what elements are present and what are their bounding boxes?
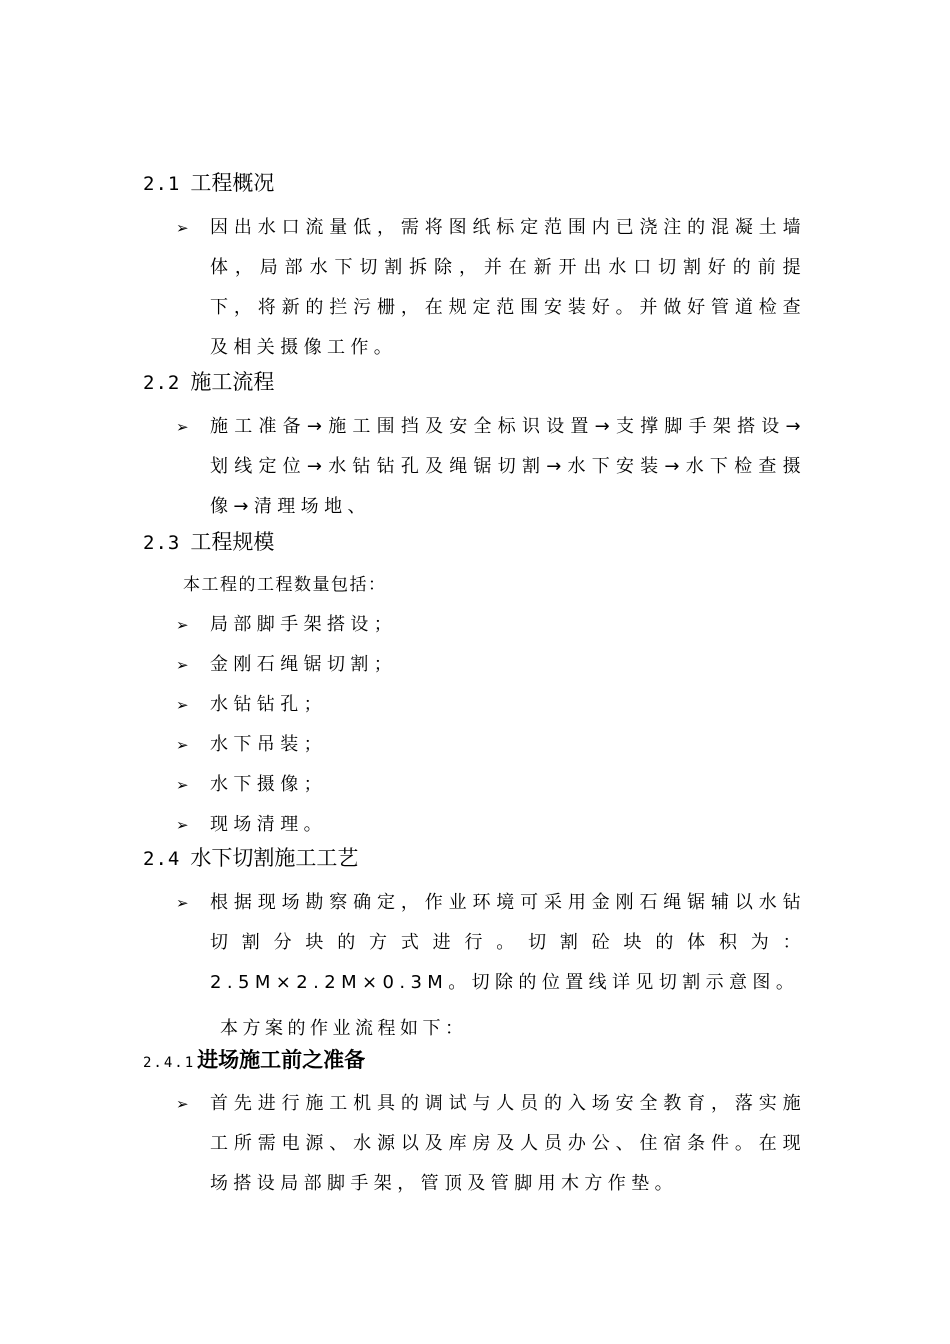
- section-heading-2-4: [143, 848, 358, 869]
- bullet-text: 水下吊装；: [210, 734, 327, 755]
- bullet-text: 水下摄像；: [210, 774, 327, 795]
- list-item: [176, 765, 806, 805]
- section-heading-2-2: [143, 372, 274, 393]
- list-item: [176, 883, 806, 1003]
- paragraph-note: 本方案的作业流程如下：: [220, 1018, 468, 1039]
- section-heading-2-4-1: [143, 1050, 365, 1071]
- list-item: [176, 605, 806, 645]
- bullet-arrow-icon: ➢: [176, 418, 189, 436]
- list-item: [176, 645, 806, 685]
- list-item: [176, 407, 806, 527]
- bullet-arrow-icon: ➢: [176, 736, 189, 754]
- bullet-text: 现场清理。: [210, 814, 327, 835]
- list-item: [176, 1084, 806, 1204]
- bullet-text: 局部脚手架搭设；: [210, 614, 398, 635]
- paragraph-intro: 本工程的工程数量包括：: [183, 575, 387, 595]
- list-item: [176, 805, 806, 845]
- list-item: [176, 685, 806, 725]
- section-title: 工程规模: [190, 530, 275, 554]
- bullet-text: 根据现场勘察确定，作业环境可采用金刚石绳锯辅以水钻切割分块的方式进行。切割砼块的体积为：2.5M×2.2M×0.3M。切除的位置线详见切割示意图。: [210, 892, 806, 993]
- bullet-arrow-icon: ➢: [176, 816, 189, 834]
- bullet-text: 首先进行施工机具的调试与人员的入场安全教育，落实施工所需电源、水源以及库房及人员办公、住宿条件。在现场搭设局部脚手架，管顶及管脚用木方作垫。: [210, 1093, 806, 1194]
- section-heading-2-1: [143, 173, 274, 194]
- section-number: 2.3: [143, 532, 181, 554]
- section-heading-2-3: [143, 532, 274, 553]
- bullet-arrow-icon: ➢: [176, 696, 189, 714]
- section-number: 2.4: [143, 848, 181, 870]
- section-title: 工程概况: [190, 171, 275, 195]
- section-number: 2.4.1: [143, 1055, 196, 1071]
- section-number: 2.1: [143, 173, 181, 195]
- section-title: 进场施工前之准备: [197, 1048, 366, 1072]
- bullet-arrow-icon: ➢: [176, 616, 189, 634]
- list-item: [176, 208, 806, 368]
- bullet-arrow-icon: ➢: [176, 656, 189, 674]
- bullet-arrow-icon: ➢: [176, 776, 189, 794]
- bullet-text: 金刚石绳锯切割；: [210, 654, 398, 675]
- bullet-arrow-icon: ➢: [176, 894, 189, 912]
- section-number: 2.2: [143, 372, 181, 394]
- bullet-text: 施工准备→施工围挡及安全标识设置→支撑脚手架搭设→划线定位→水钻钻孔及绳锯切割→水下安装→水下检查摄像→清理场地、: [210, 416, 806, 517]
- bullet-text: 因出水口流量低，需将图纸标定范围内已浇注的混凝土墙体，局部水下切割拆除，并在新开出水口切割好的前提下，将新的拦污栅，在规定范围安装好。并做好管道检查及相关摄像工作。: [210, 217, 806, 358]
- bullet-text: 水钻钻孔；: [210, 694, 327, 715]
- list-item: [176, 725, 806, 765]
- bullet-arrow-icon: ➢: [176, 1095, 189, 1113]
- section-title: 施工流程: [190, 370, 275, 394]
- section-title: 水下切割施工工艺: [190, 846, 359, 870]
- bullet-arrow-icon: ➢: [176, 219, 189, 237]
